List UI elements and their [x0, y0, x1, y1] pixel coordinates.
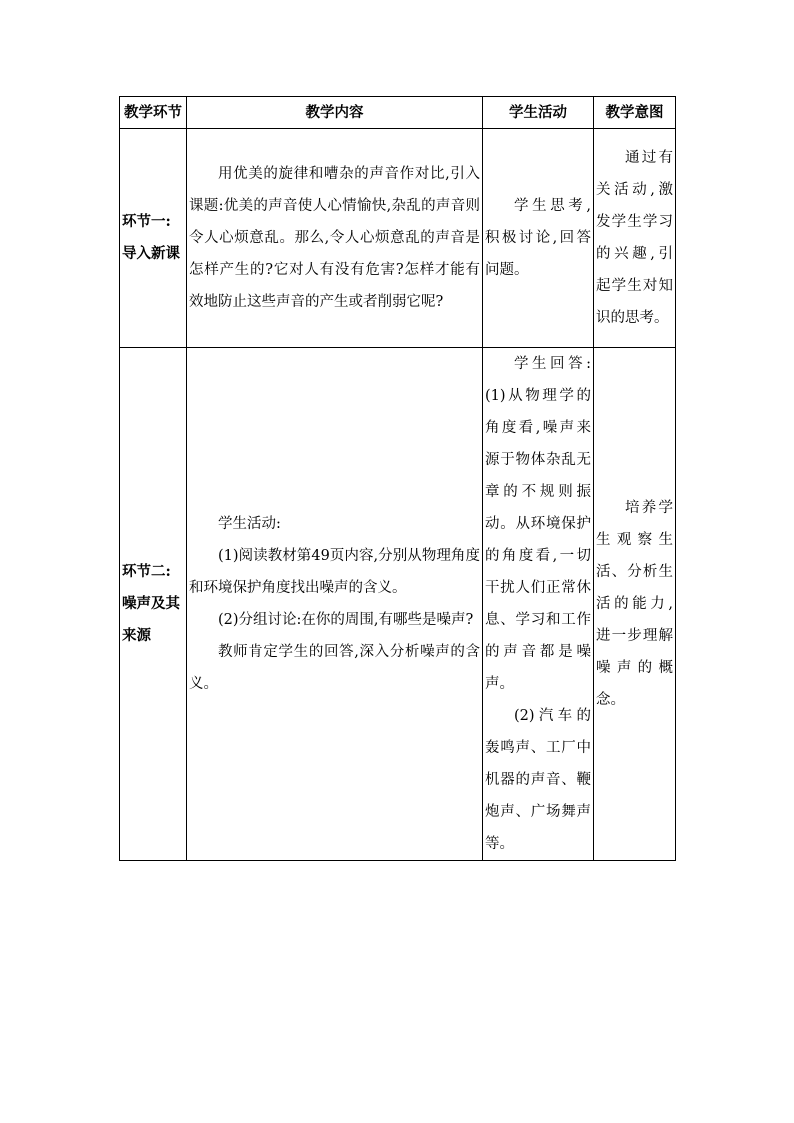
content-cell — [187, 348, 483, 861]
activity-cell — [483, 129, 594, 348]
content-cell — [187, 129, 483, 348]
lesson-plan-table — [119, 96, 676, 861]
stage-cell: 环节一:导入新课 — [120, 129, 187, 348]
stage-cell: 环节二:噪声及其来源 — [120, 348, 187, 861]
table-row — [120, 129, 676, 348]
content-paragraph: (1)阅读教材第49页内容,分别从物理角度和环境保护角度找出噪声的含义。 — [189, 548, 480, 596]
intent-paragraph: 培养学生观察生活、分析生活的能力,进一步理解噪声的概念。 — [596, 500, 673, 708]
table-header-row — [120, 97, 676, 129]
intent-paragraph: 通过有关活动,激发学生学习的兴趣,引起学生对知识的思考。 — [596, 150, 673, 326]
header-activity: 学生活动 — [483, 97, 594, 129]
content-paragraph: 教师肯定学生的回答,深入分析噪声的含义。 — [189, 644, 480, 692]
intent-cell — [594, 348, 676, 861]
content-paragraph: 学生活动: — [218, 516, 281, 532]
table-row — [120, 348, 676, 861]
intent-cell — [594, 129, 676, 348]
activity-cell — [483, 348, 594, 861]
activity-paragraph: 学生思考,积极讨论,回答问题。 — [485, 198, 591, 278]
header-intent: 教学意图 — [594, 97, 676, 129]
content-paragraph: 用优美的旋律和嘈杂的声音作对比,引入课题:优美的声音使人心情愉快,杂乱的声音则令人心烦意乱。那么,令人心烦意乱的声音是怎样产生的?它对人有没有危害?怎样才能有效地防止这些声音的产生或者削弱它呢? — [189, 166, 480, 310]
header-stage: 教学环节 — [120, 97, 187, 129]
header-content: 教学内容 — [187, 97, 483, 129]
content-paragraph: (2)分组讨论:在你的周围,有哪些是噪声? — [218, 612, 474, 628]
activity-paragraph: (2)汽车的轰鸣声、工厂中机器的声音、鞭炮声、广场舞声等。 — [485, 708, 591, 852]
activity-paragraph: 学生回答:(1)从物理学的角度看,噪声来源于物体杂乱无章的不规则振动。从环境保护的角度看,一切干扰人们正常休息、学习和工作的声音都是噪声。 — [485, 356, 591, 692]
